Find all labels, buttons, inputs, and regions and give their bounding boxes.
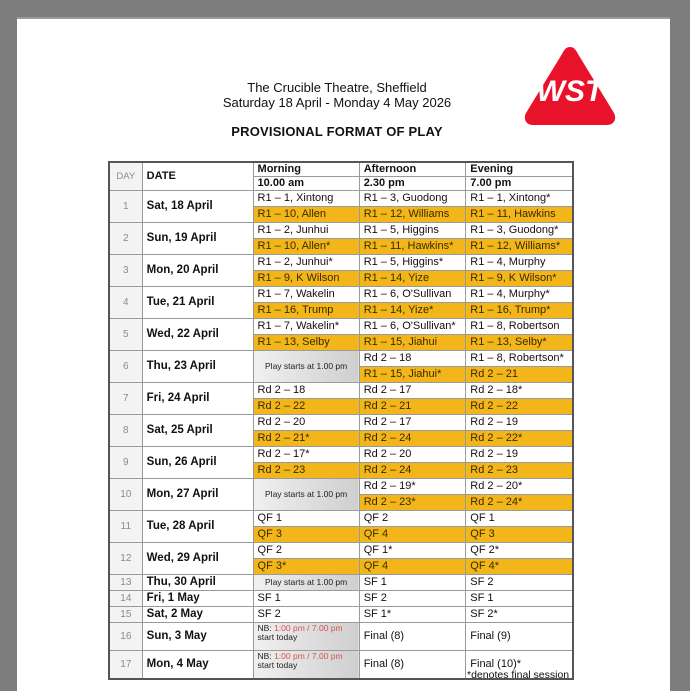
evening-match: R1 – 3, Guodong* [466,223,573,239]
evening-match: Rd 2 – 22* [466,431,573,447]
afternoon-match: SF 1 [359,575,466,591]
afternoon-match: R1 – 6, O'Sullivan* [359,319,466,335]
day-number: 8 [109,415,142,447]
afternoon-match: SF 2 [359,591,466,607]
nb-suffix: start today [257,660,298,670]
day-number: 17 [109,651,142,680]
table-row [109,447,573,463]
afternoon-match: Final (8) [359,623,466,651]
afternoon-match: Rd 2 – 18 [359,351,466,367]
morning-match: QF 1 [253,511,359,527]
evening-match: R1 – 1, Xintong* [466,191,573,207]
morning-match: R1 – 1, Xintong [253,191,359,207]
morning-match: R1 – 7, Wakelin [253,287,359,303]
logo-text: WST [536,75,604,108]
evening-match: Rd 2 – 19 [466,415,573,431]
date-cell: Wed, 29 April [142,543,253,575]
date-cell: Mon, 27 April [142,479,253,511]
morning-match: QF 3* [253,559,359,575]
afternoon-match: R1 – 5, Higgins [359,223,466,239]
evening-match: R1 – 4, Murphy [466,255,573,271]
evening-match: Rd 2 – 22 [466,399,573,415]
afternoon-match: Rd 2 – 21 [359,399,466,415]
morning-match: R1 – 7, Wakelin* [253,319,359,335]
date-cell: Sat, 18 April [142,191,253,223]
column-header-day: DAY [109,162,142,191]
table-row [109,543,573,559]
evening-match: Final (9) [466,623,573,651]
morning-match: QF 3 [253,527,359,543]
morning-note: Play starts at 1.00 pm [253,575,359,591]
morning-match: R1 – 16, Trump [253,303,359,319]
table-row [109,591,573,607]
morning-match: QF 2 [253,543,359,559]
evening-match: Rd 2 – 24* [466,495,573,511]
afternoon-match: QF 4 [359,527,466,543]
afternoon-match: R1 – 15, Jiahui* [359,367,466,383]
evening-match: R1 – 4, Murphy* [466,287,573,303]
afternoon-match: R1 – 11, Hawkins* [359,239,466,255]
nb-suffix: start today [257,632,298,642]
venue-title: The Crucible Theatre, Sheffield [247,80,427,95]
day-number: 3 [109,255,142,287]
day-number: 6 [109,351,142,383]
morning-match: Rd 2 – 18 [253,383,359,399]
date-cell: Thu, 23 April [142,351,253,383]
morning-match: R1 – 9, K Wilson [253,271,359,287]
day-number: 13 [109,575,142,591]
table-row [109,319,573,335]
evening-match: Rd 2 – 23 [466,463,573,479]
nb-prefix: NB: [257,651,275,661]
nb-prefix: NB: [257,623,275,633]
column-header-evening: Evening [466,162,573,177]
footnote: *denotes final session [467,669,570,681]
date-cell: Sun, 26 April [142,447,253,479]
afternoon-match: R1 – 3, Guodong [359,191,466,207]
evening-match: R1 – 12, Williams* [466,239,573,255]
date-cell: Thu, 30 April [142,575,253,591]
date-cell: Tue, 21 April [142,287,253,319]
day-number: 11 [109,511,142,543]
date-cell: Fri, 24 April [142,383,253,415]
afternoon-match: Rd 2 – 24 [359,431,466,447]
document-page [17,17,670,691]
afternoon-match: R1 – 6, O'Sullivan [359,287,466,303]
schedule-table [108,161,574,680]
morning-match: Rd 2 – 21* [253,431,359,447]
afternoon-match: SF 1* [359,607,466,623]
morning-time: 10.00 am [253,177,359,191]
evening-match: QF 2* [466,543,573,559]
afternoon-match: Rd 2 – 23* [359,495,466,511]
table-row [109,351,573,367]
afternoon-match: Final (8) [359,651,466,680]
morning-nb-note [253,623,359,651]
evening-match: Rd 2 – 19 [466,447,573,463]
column-header-morning: Morning [253,162,359,177]
nb-times: 1:00 pm / 7.00 pm [274,651,343,661]
event-dates: Saturday 18 April - Monday 4 May 2026 [222,95,452,110]
afternoon-match: R1 – 14, Yize [359,271,466,287]
morning-note: Play starts at 1.00 pm [253,351,359,383]
nb-times: 1:00 pm / 7.00 pm [274,623,343,633]
morning-match: R1 – 10, Allen [253,207,359,223]
evening-match: SF 2 [466,575,573,591]
morning-match: R1 – 10, Allen* [253,239,359,255]
morning-match: R1 – 13, Selby [253,335,359,351]
morning-match: Rd 2 – 23 [253,463,359,479]
evening-match: R1 – 13, Selby* [466,335,573,351]
evening-match: R1 – 8, Robertson [466,319,573,335]
morning-match: Rd 2 – 22 [253,399,359,415]
evening-match: Rd 2 – 18* [466,383,573,399]
afternoon-match: QF 2 [359,511,466,527]
table-row [109,415,573,431]
day-number: 7 [109,383,142,415]
afternoon-match: R1 – 12, Williams [359,207,466,223]
day-number: 10 [109,479,142,511]
date-cell: Sun, 3 May [142,623,253,651]
schedule-body [109,191,573,680]
day-number: 15 [109,607,142,623]
table-row [109,287,573,303]
afternoon-match: Rd 2 – 19* [359,479,466,495]
evening-match: Final (10)* [466,651,573,680]
table-row [109,623,573,651]
morning-match: Rd 2 – 20 [253,415,359,431]
day-number: 14 [109,591,142,607]
table-row [109,191,573,207]
page-title: PROVISIONAL FORMAT OF PLAY [231,124,443,139]
date-cell: Tue, 28 April [142,511,253,543]
afternoon-match: QF 4 [359,559,466,575]
afternoon-match: R1 – 14, Yize* [359,303,466,319]
afternoon-match: Rd 2 – 17 [359,415,466,431]
table-row [109,607,573,623]
afternoon-match: QF 1* [359,543,466,559]
morning-match: SF 1 [253,591,359,607]
morning-note: Play starts at 1.00 pm [253,479,359,511]
evening-match: SF 2* [466,607,573,623]
day-number: 2 [109,223,142,255]
column-header-afternoon: Afternoon [359,162,466,177]
evening-match: QF 1 [466,511,573,527]
table-row [109,479,573,495]
day-number: 16 [109,623,142,651]
day-number: 4 [109,287,142,319]
morning-match: SF 2 [253,607,359,623]
morning-nb-note [253,651,359,680]
evening-match: R1 – 11, Hawkins [466,207,573,223]
evening-match: QF 4* [466,559,573,575]
day-number: 9 [109,447,142,479]
evening-match: R1 – 9, K Wilson* [466,271,573,287]
wst-logo [522,43,618,129]
afternoon-match: Rd 2 – 17 [359,383,466,399]
date-cell: Sat, 2 May [142,607,253,623]
evening-match: Rd 2 – 20* [466,479,573,495]
date-cell: Mon, 4 May [142,651,253,680]
day-number: 12 [109,543,142,575]
evening-match: SF 1 [466,591,573,607]
morning-match: R1 – 2, Junhui [253,223,359,239]
table-row [109,575,573,591]
afternoon-match: Rd 2 – 20 [359,447,466,463]
evening-match: QF 3 [466,527,573,543]
table-row [109,511,573,527]
afternoon-time: 2.30 pm [359,177,466,191]
day-number: 5 [109,319,142,351]
column-header-date: DATE [142,162,253,191]
afternoon-match: R1 – 5, Higgins* [359,255,466,271]
evening-match: Rd 2 – 21 [466,367,573,383]
morning-match: Rd 2 – 17* [253,447,359,463]
evening-match: R1 – 16, Trump* [466,303,573,319]
date-cell: Sun, 19 April [142,223,253,255]
evening-time: 7.00 pm [466,177,573,191]
day-number: 1 [109,191,142,223]
evening-match: R1 – 8, Robertson* [466,351,573,367]
date-cell: Wed, 22 April [142,319,253,351]
afternoon-match: Rd 2 – 24 [359,463,466,479]
date-cell: Fri, 1 May [142,591,253,607]
morning-match: R1 – 2, Junhui* [253,255,359,271]
table-row [109,223,573,239]
table-row [109,383,573,399]
date-cell: Sat, 25 April [142,415,253,447]
date-cell: Mon, 20 April [142,255,253,287]
afternoon-match: R1 – 15, Jiahui [359,335,466,351]
table-row [109,255,573,271]
